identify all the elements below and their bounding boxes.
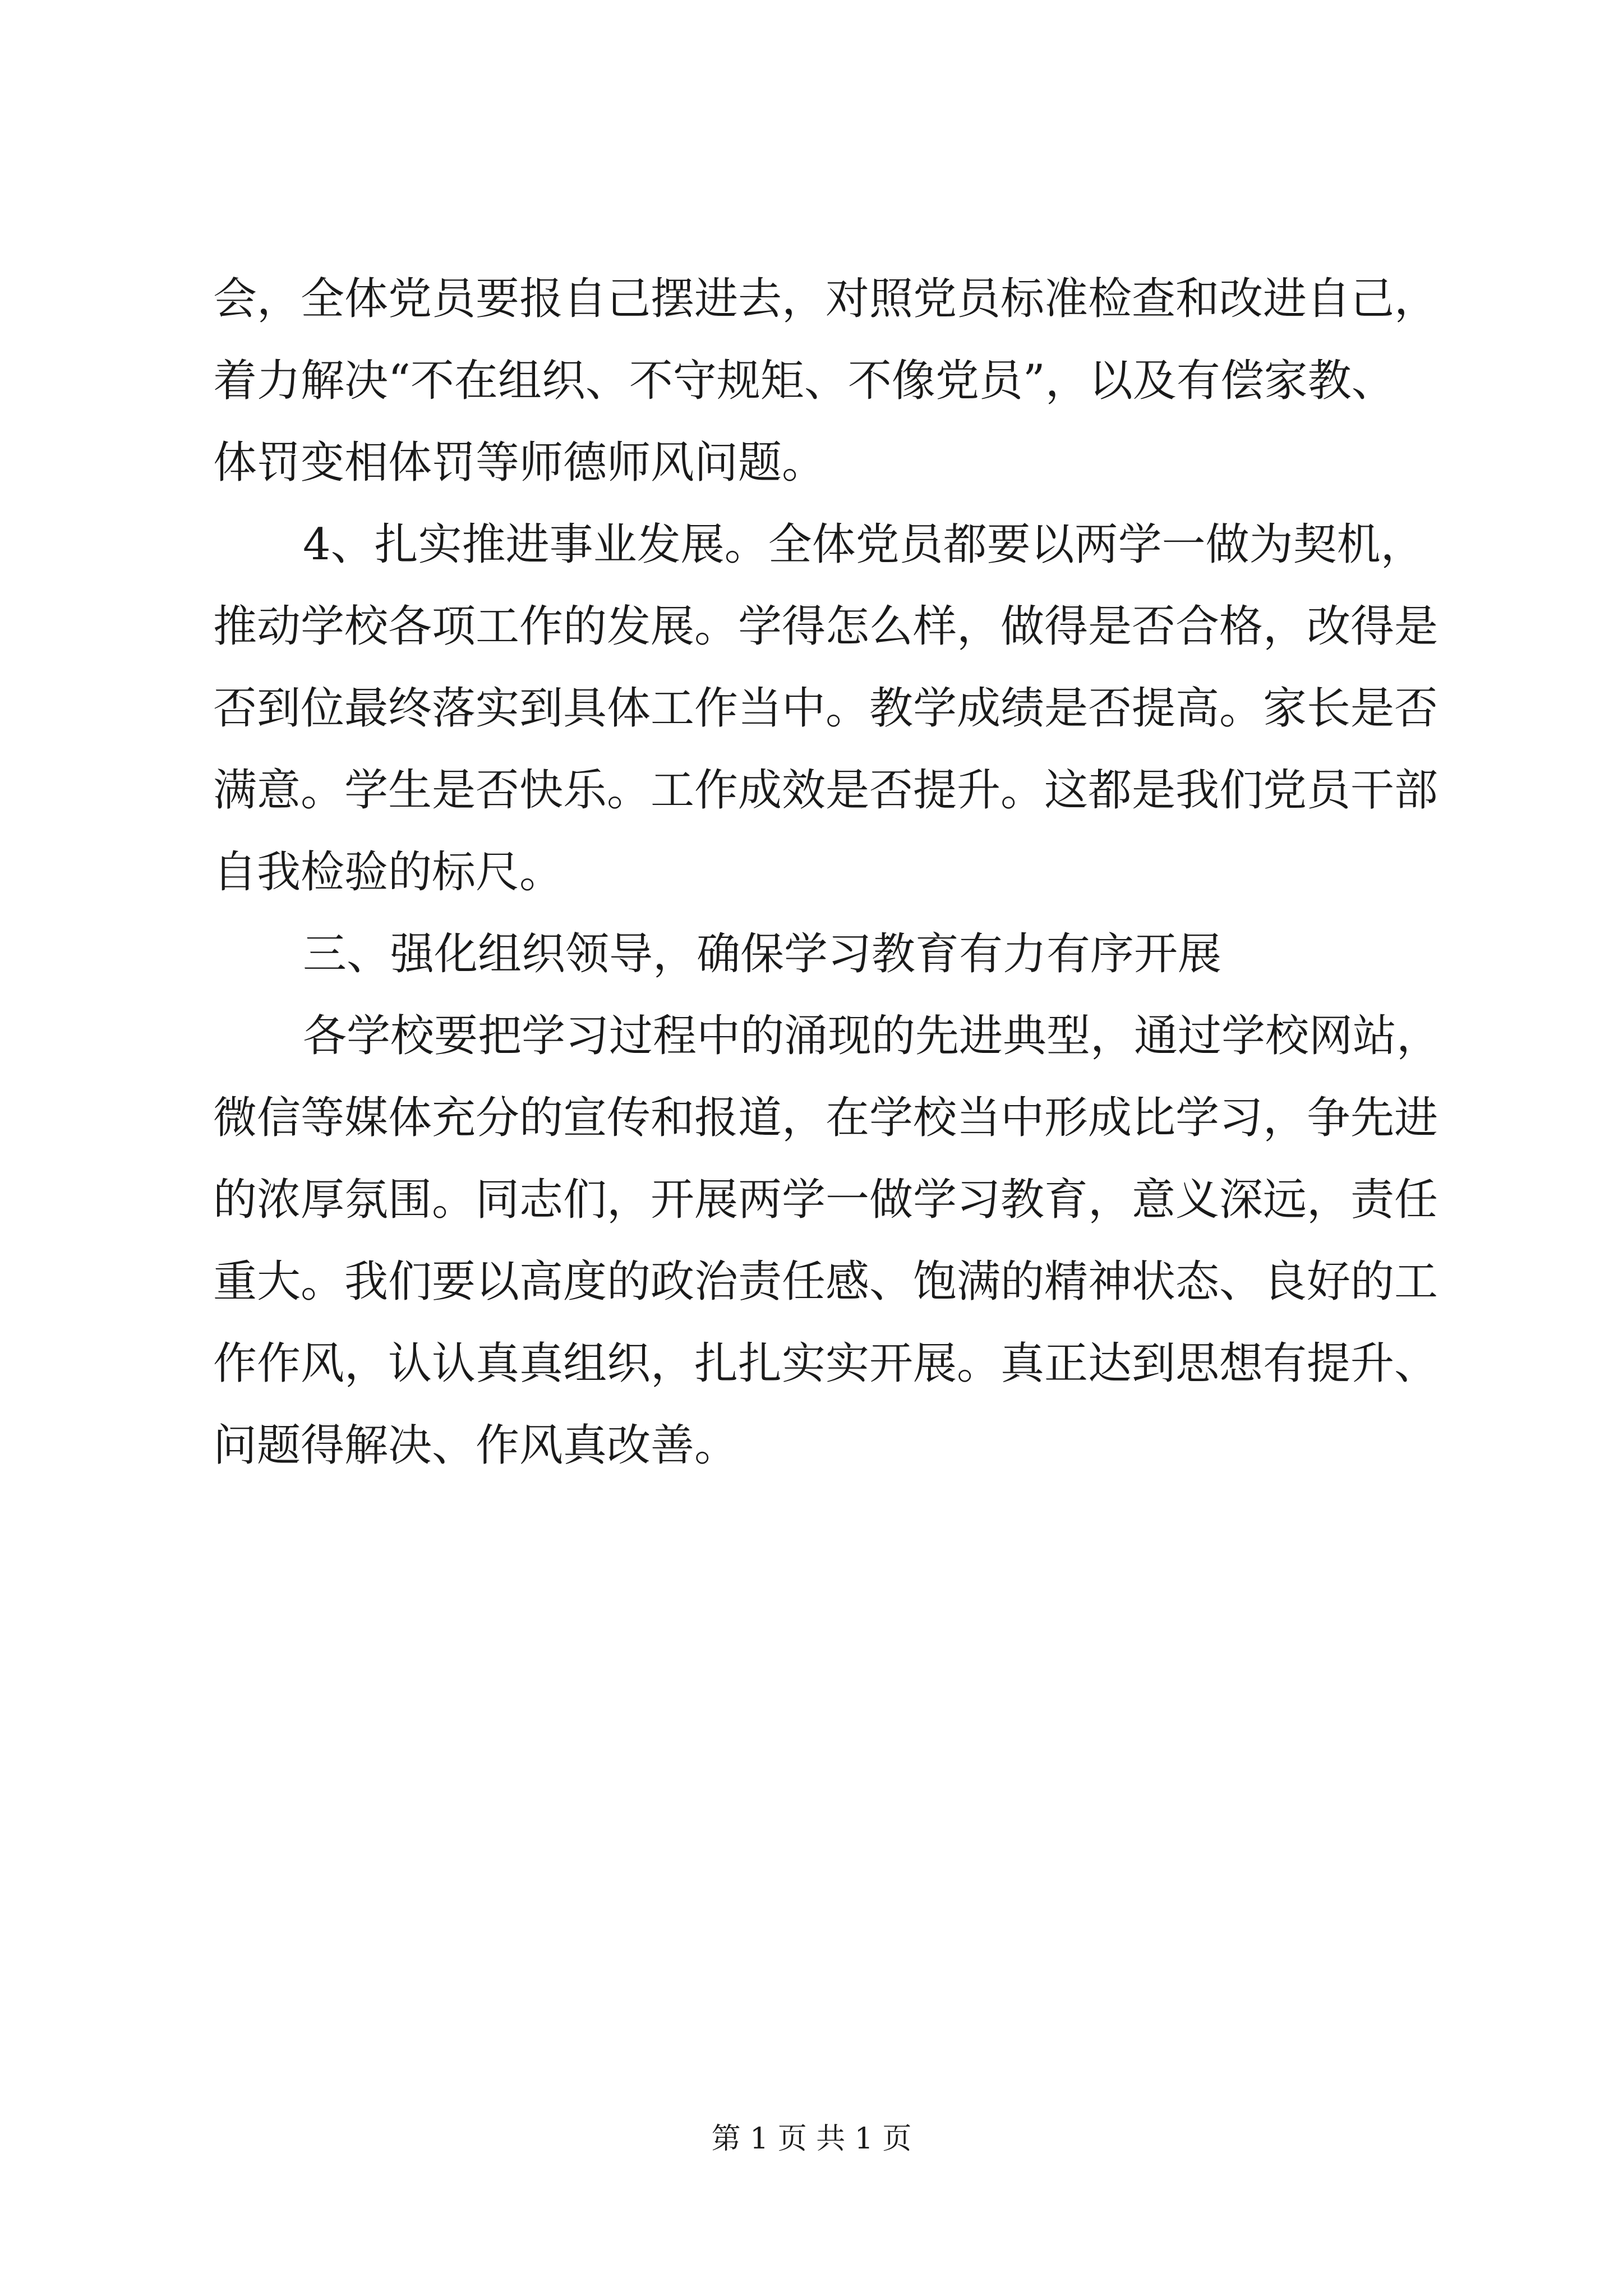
text-line: 重大。我们要以高度的政治责任感、饱满的精神状态、良好的工 bbox=[213, 1257, 1438, 1307]
text-line: 作作风，认认真真组织，扎扎实实开展。真正达到思想有提升、 bbox=[213, 1338, 1438, 1389]
text-line: 的浓厚氛围。同志们，开展两学一做学习教育，意义深远，责任 bbox=[213, 1175, 1438, 1225]
text-line: 各学校要把学习过程中的涌现的先进典型，通过学校网站， bbox=[303, 1011, 1441, 1061]
text-line: 否到位最终落实到具体工作当中。教学成绩是否提高。家长是否 bbox=[213, 683, 1438, 734]
document-body bbox=[213, 258, 1441, 1487]
text-line: 推动学校各项工作的发展。学得怎么样，做得是否合格，改得是 bbox=[213, 601, 1438, 652]
text-line: 问题得解决、作风真改善。 bbox=[213, 1420, 739, 1471]
text-line: 体罚变相体罚等师德师风问题。 bbox=[213, 438, 826, 488]
page-number-footer: 第 1 页 共 1 页 bbox=[711, 2122, 912, 2156]
text-line: 会，全体党员要报自己摆进去，对照党员标准检查和改进自己， bbox=[213, 274, 1438, 324]
text-line: 微信等媒体充分的宣传和报道，在学校当中形成比学习，争先进 bbox=[213, 1093, 1438, 1143]
text-line: 4、扎实推进事业发展。全体党员都要以两学一做为契机， bbox=[303, 519, 1424, 570]
text-line: 着力解决“不在组织、不守规矩、不像党员”，以及有偿家教、 bbox=[213, 356, 1395, 406]
text-line: 满意。学生是否快乐。工作成效是否提升。这都是我们党员干部 bbox=[213, 765, 1438, 816]
section-heading: 三、强化组织领导，确保学习教育有力有序开展 bbox=[303, 929, 1222, 979]
text-line: 自我检验的标尺。 bbox=[213, 847, 564, 898]
